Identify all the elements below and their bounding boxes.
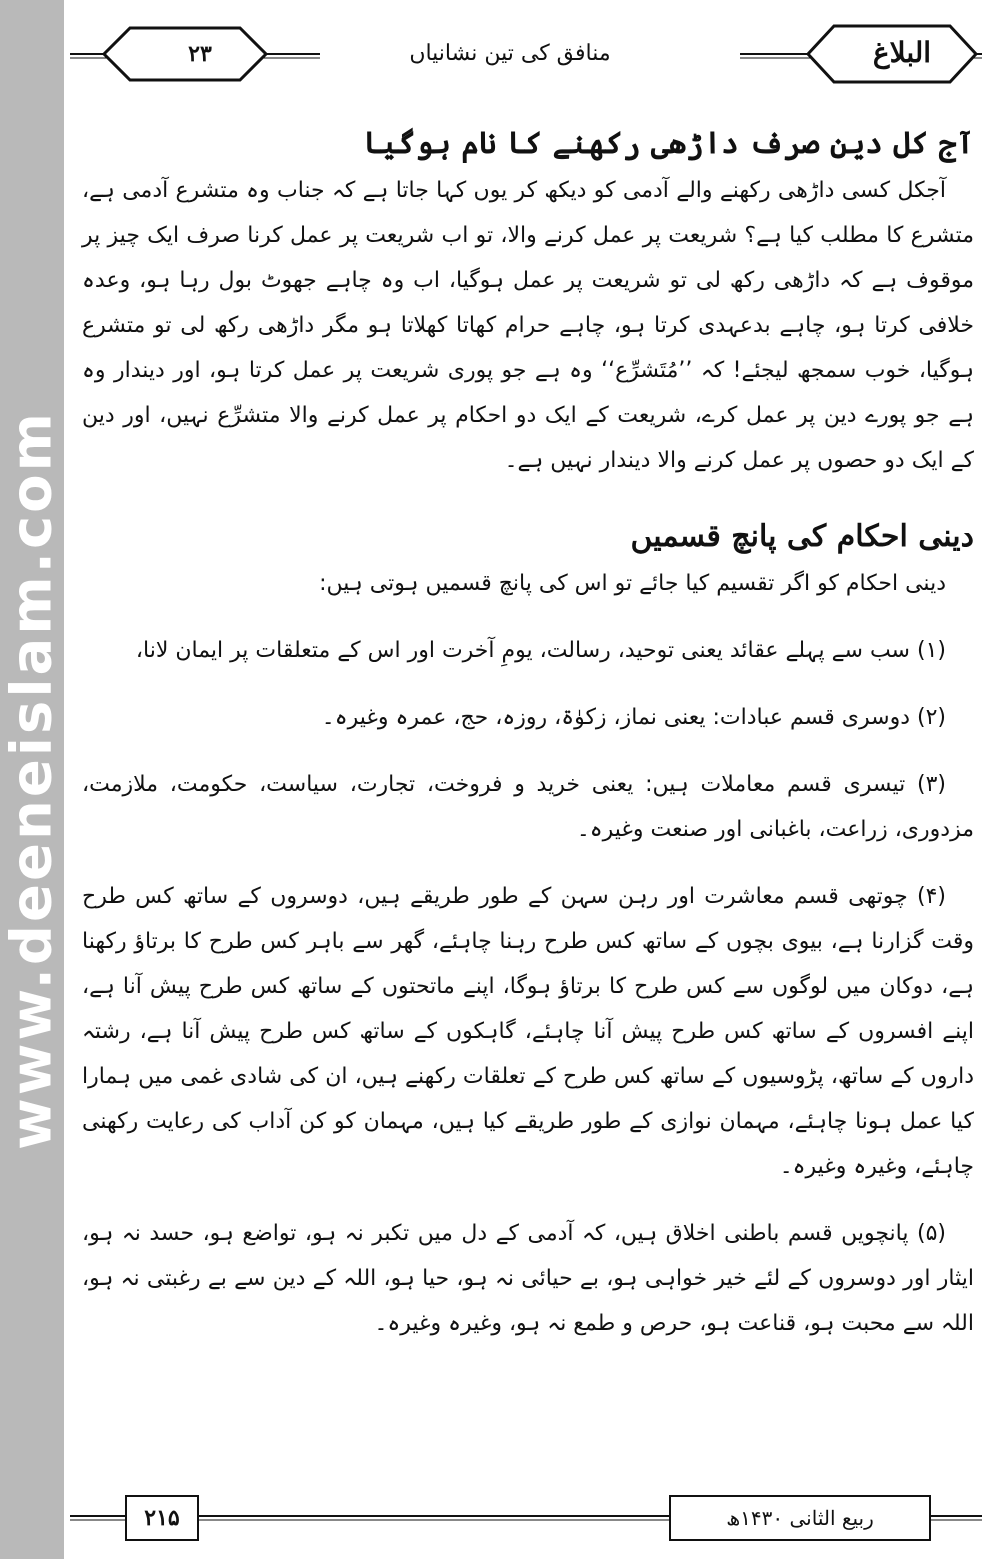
article-body xyxy=(82,120,974,1346)
issue-date: ربیع الثانی ۱۴۳۰ھ xyxy=(726,1506,874,1530)
list-item: (۱) سب سے پہلے عقائد یعنی توحید، رسالت، یومِ آخرت اور اس کے متعلقات پر ایمان لانا، xyxy=(135,638,946,663)
section-heading: دینی احکام کی پانچ قسمیں xyxy=(630,519,974,554)
paragraph: دینی احکام کو اگر تقسیم کیا جائے تو اس کی پانچ قسمیں ہوتی ہیں: xyxy=(319,571,946,596)
running-title: منافق کی تین نشانیاں xyxy=(409,41,611,66)
page-footer xyxy=(70,1490,982,1546)
list-item: (۴) چوتھی قسم معاشرت اور رہن سہن کے طور طریقے ہیں، دوسروں کے ساتھ کس طرح وقت گزارنا ہے، بیوی بچوں کے ساتھ کس طرح رہنا چاہئے، گھر سے باہر کس طرح کا برتاؤ رکھنا ہے، دوکان میں لوگوں سے کس طرح کا برتاؤ ہوگا، اپنے ماتحتوں کے ساتھ کس طرح پیش آنا ہے، اپنے افسروں کے ساتھ کس طرح پیش آنا چاہئے، گاہکوں کے ساتھ کس طرح پیش آنا ہے، رشتہ داروں کے ساتھ، پڑوسیوں کے ساتھ کس طرح کے تعلقات رکھنے ہیں، ان کی شادی غمی میں ہمارا کیا عمل ہونا چاہئے، مہمان نوازی کے طور طریقے کیا ہیں، مہمان کو کن آداب کی رعایت رکھنی چاہئے، وغیرہ وغیرہ۔ xyxy=(82,884,974,1179)
list-item: (۲) دوسری قسم عبادات: یعنی نماز، زکوٰۃ، روزہ، حج، عمرہ وغیرہ۔ xyxy=(321,705,946,730)
list-item: (۵) پانچویں قسم باطنی اخلاق ہیں، کہ آدمی کے دل میں تکبر نہ ہو، تواضع ہو، حسد نہ ہو، ایثار اور دوسروں کے لئے خیر خواہی ہو، بے حیائی نہ ہو، حیا ہو، اللہ کے دین سے بے رغبتی نہ ہو، اللہ سے محبت ہو، قناعت ہو، حرص و طمع نہ ہو، وغیرہ وغیرہ۔ xyxy=(82,1221,974,1336)
footer-page-number: ۲۱۵ xyxy=(144,1505,180,1531)
paragraph: آجکل کسی داڑھی رکھنے والے آدمی کو دیکھ کر یوں کہا جاتا ہے کہ جناب وہ متشرع آدمی ہے، متشرع کا مطلب کیا ہے؟ شریعت پر عمل کرنے والا، تو اب شریعت پر عمل کرنا صرف ایک چیز پر موقوف ہے کہ داڑھی رکھ لی تو شریعت پر عمل ہوگیا، اب وہ چاہے جھوٹ بول رہا ہو، وعدہ خلافی کرتا ہو، چاہے بدعہدی کرتا ہو، چاہے حرام کھاتا کھلاتا ہو مگر داڑھی رکھ لی تو متشرع ہوگیا، خوب سمجھ لیجئے! کہ ’’مُتَشرِّع‘‘ وہ ہے جو پوری شریعت پر عمل کرتا ہو، اور دیندار وہ ہے جو پورے دین پر عمل کرے، شریعت کے ایک دو احکام پر عمل کرنے والا متشرِّع نہیں، اور دین کے ایک دو حصوں پر عمل کرنے والا دیندار نہیں ہے۔ xyxy=(82,178,974,473)
magazine-logo: البلاغ xyxy=(872,36,932,69)
section-heading: آج کل دین صرف داڑھی رکھنے کا نام ہوگیا xyxy=(363,126,974,161)
page-header xyxy=(70,18,982,88)
header-page-number: ۲۳ xyxy=(188,41,212,67)
watermark-text: www.deeneislam.com xyxy=(0,410,65,1150)
watermark-sidebar xyxy=(0,0,64,1559)
list-item: (۳) تیسری قسم معاملات ہیں: یعنی خرید و فروخت، تجارت، سیاست، حکومت، ملازمت، مزدوری، زراعت، باغبانی اور صنعت وغیرہ۔ xyxy=(82,772,974,842)
